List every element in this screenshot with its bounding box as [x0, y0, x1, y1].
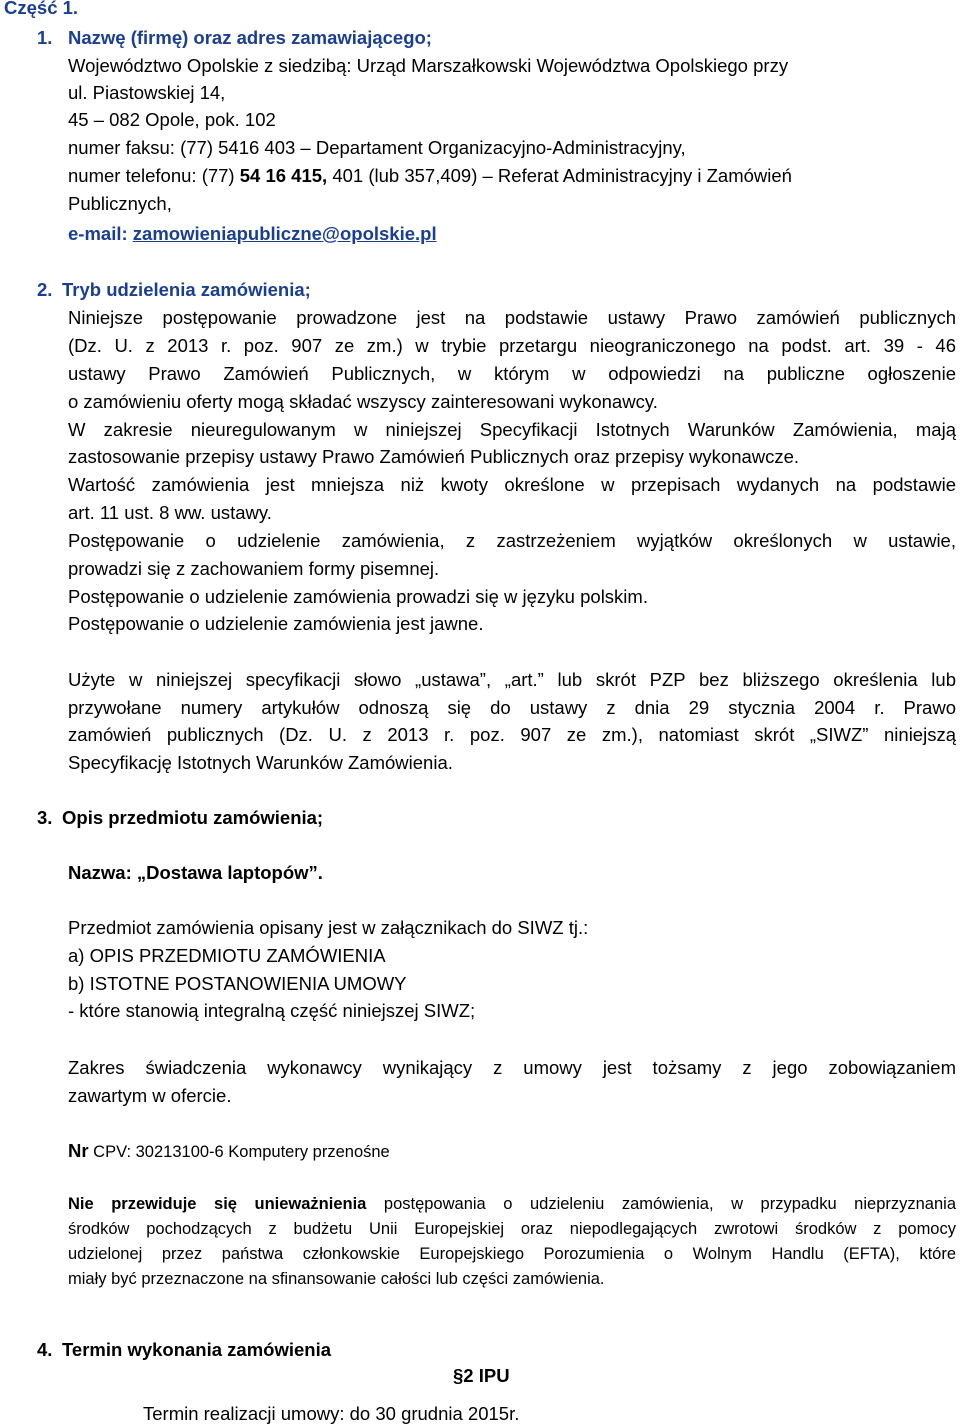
- paragraph-line: Postępowanie o udzielenie zamówienia, z zastrzeżeniem wyjątków określonych w ustawie,: [68, 530, 956, 551]
- phone-line-cont: Publicznych,: [68, 193, 172, 214]
- paragraph-ref: §2 IPU: [453, 1365, 510, 1386]
- cpv-line: Nr CPV: 30213100-6 Komputery przenośne: [68, 1140, 390, 1161]
- deadline-text: Termin realizacji umowy: do 30 grudnia 2015r.: [143, 1403, 520, 1424]
- section-2-heading: Tryb udzielenia zamówienia;: [62, 279, 311, 300]
- paragraph-line: przywołane numery artykułów odnoszą się do ustawy z dnia 29 stycznia 2004 r. Prawo: [68, 697, 956, 718]
- paragraph-line: miały być przeznaczone na sfinansowanie całości lub części zamówienia.: [68, 1270, 605, 1288]
- paragraph-line: prowadzi się z zachowaniem formy pisemnej.: [68, 558, 440, 579]
- list-item: b) ISTOTNE POSTANOWIENIA UMOWY: [68, 973, 407, 994]
- paragraph-line: udzielonej przez państwa członkowskie Europejskiego Porozumienia o Wolnym Handlu (EFTA), które: [68, 1245, 956, 1263]
- section-1-number: 1.: [37, 27, 53, 48]
- paragraph-line: Niniejsze postępowanie prowadzone jest na podstawie ustawy Prawo zamówień publicznych: [68, 307, 956, 328]
- paragraph-line: ustawy Prawo Zamówień Publicznych, w którym w odpowiedzi na publiczne ogłoszenie: [68, 363, 956, 384]
- address-line-1: Województwo Opolskie z siedzibą: Urząd Marszałkowski Województwa Opolskiego przy: [68, 55, 789, 76]
- section-2-number: 2.: [37, 279, 53, 300]
- paragraph-line: (Dz. U. z 2013 r. poz. 907 ze zm.) w trybie przetargu nieograniczonego na podst. art. 39 - 46: [68, 335, 956, 356]
- paragraph-line: Zakres świadczenia wykonawcy wynikający z umowy jest tożsamy z jego zobowiązaniem: [68, 1057, 956, 1078]
- email-line: e-mail: zamowieniapubliczne@opolskie.pl: [68, 223, 437, 244]
- fax-line: numer faksu: (77) 5416 403 – Departament Organizacyjno-Administracyjny,: [68, 137, 686, 158]
- paragraph-line: o zamówieniu oferty mogą składać wszyscy zainteresowani wykonawcy.: [68, 391, 658, 412]
- section-3-heading: Opis przedmiotu zamówienia;: [62, 807, 324, 828]
- section-1-heading: Nazwę (firmę) oraz adres zamawiającego;: [68, 27, 432, 48]
- paragraph-line: Użyte w niniejszej specyfikacji słowo „ustawa”, „art.” lub skrót PZP bez bliższego określenia lub: [68, 669, 956, 690]
- paragraph-line: Postępowanie o udzielenie zamówienia jest jawne.: [68, 613, 484, 634]
- paragraph-line: art. 11 ust. 8 ww. ustawy.: [68, 502, 272, 523]
- paragraph-line: środków pochodzących z budżetu Unii Europejskiej oraz niepodlegających zwrotowi środków z pomocy: [68, 1220, 956, 1238]
- list-item: - które stanowią integralną część niniejszej SIWZ;: [68, 1000, 476, 1021]
- paragraph-line: zamówień publicznych (Dz. U. z 2013 r. poz. 907 ze zm.), natomiast skrót „SIWZ” niniejszą: [68, 724, 956, 745]
- email-link[interactable]: zamowieniapubliczne@opolskie.pl: [132, 223, 437, 244]
- paragraph-line: Nie przewiduje się unieważnienia postępowania o udzieleniu zamówienia, w przypadku nieprzyznania: [68, 1195, 956, 1213]
- paragraph-line: Specyfikację Istotnych Warunków Zamówienia.: [68, 752, 453, 773]
- section-3-number: 3.: [37, 807, 53, 828]
- address-line-2: ul. Piastowskiej 14,: [68, 82, 226, 103]
- paragraph-line: Postępowanie o udzielenie zamówienia prowadzi się w języku polskim.: [68, 586, 648, 607]
- list-item: a) OPIS PRZEDMIOTU ZAMÓWIENIA: [68, 945, 386, 966]
- paragraph-line: zawartym w ofercie.: [68, 1085, 232, 1106]
- paragraph-line: Wartość zamówienia jest mniejsza niż kwoty określone w przepisach wydanych na podstawie: [68, 474, 956, 495]
- paragraph-line: Przedmiot zamówienia opisany jest w załącznikach do SIWZ tj.:: [68, 917, 589, 938]
- section-4-heading: Termin wykonania zamówienia: [62, 1339, 332, 1360]
- section-4-number: 4.: [37, 1339, 53, 1360]
- phone-line: numer telefonu: (77) 54 16 415, 401 (lub 357,409) – Referat Administracyjny i Zamówień: [68, 165, 792, 186]
- address-line-3: 45 – 082 Opole, pok. 102: [68, 109, 276, 130]
- order-name: Nazwa: „Dostawa laptopów”.: [68, 862, 323, 883]
- part-title: Część 1.: [4, 0, 79, 18]
- paragraph-line: zastosowanie przepisy ustawy Prawo Zamówień Publicznych oraz przepisy wykonawcze.: [68, 446, 800, 467]
- paragraph-line: W zakresie nieuregulowanym w niniejszej Specyfikacji Istotnych Warunków Zamówienia, mają: [68, 419, 956, 440]
